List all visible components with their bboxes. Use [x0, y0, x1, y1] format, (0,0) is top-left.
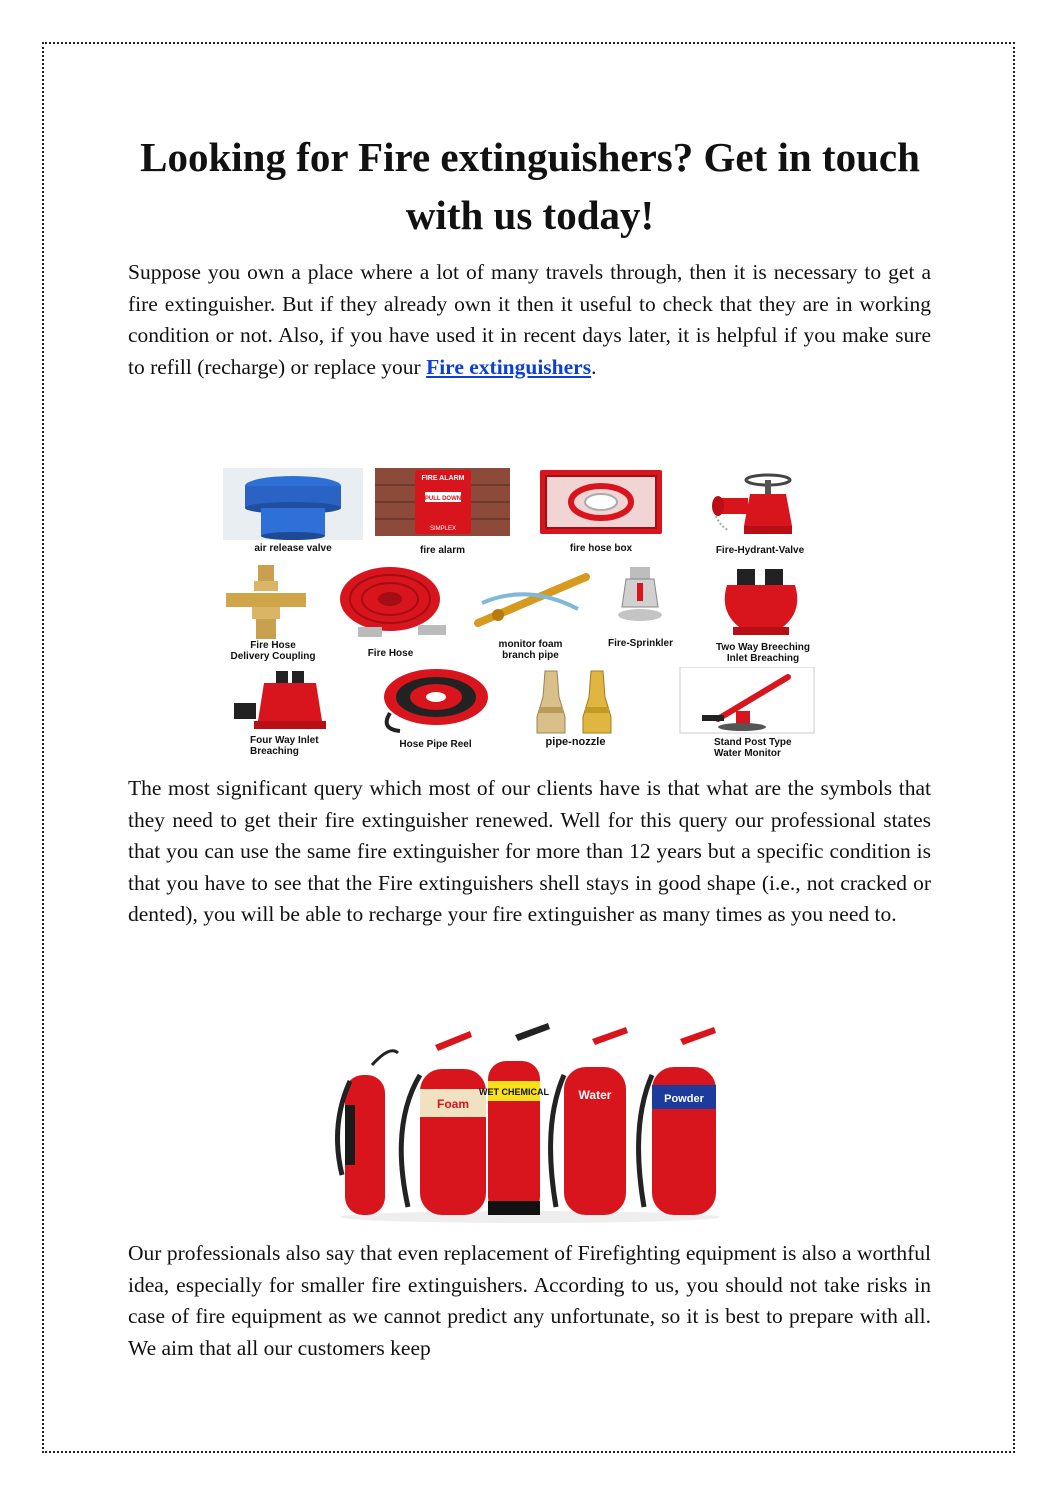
co2-extinguisher	[338, 1051, 399, 1215]
water-extinguisher	[551, 1027, 628, 1215]
fire-hose-image	[318, 563, 463, 645]
stand-post-image	[678, 667, 818, 735]
fire-alarm-pull-text: PULL DOWN	[424, 496, 462, 502]
water-label: Water	[578, 1088, 612, 1102]
fire-hose-box-label: fire hose box	[569, 543, 633, 554]
two-way-breeching-item	[703, 563, 823, 663]
fire-alarm-label: fire alarm	[419, 545, 466, 556]
foam-extinguisher	[401, 1031, 486, 1215]
fire-sprinkler-image	[598, 563, 683, 635]
extinguishers-image	[320, 1015, 740, 1225]
fire-alarm-item	[375, 468, 510, 556]
fire-hose-label: Fire Hose	[367, 648, 414, 659]
four-way-inlet-item	[228, 667, 343, 762]
pipe-nozzle-item	[523, 667, 628, 762]
fire-alarm-brand-text: SIMPLEX	[429, 526, 457, 532]
fire-sprinkler-item	[598, 563, 683, 663]
page-title: Looking for Fire extinguishers? Get in touch with us today!	[140, 134, 920, 238]
powder-extinguisher	[639, 1027, 716, 1215]
air-release-valve-item	[223, 468, 363, 553]
replacement-paragraph: Our professionals also say that even replacement of Firefighting equipment is also a worthful idea, especially for smaller fire extinguishers. According to us, you should not take risks in case of fire equipment as we cannot predict any unfortunate, so it is best to prepare with all. We aim that all our customers keep	[128, 1241, 931, 1360]
foam-label: Foam	[436, 1097, 470, 1111]
fire-hose-item	[318, 563, 463, 663]
stand-post-label: Stand Post Type Water Monitor	[714, 737, 792, 759]
monitor-foam-item	[468, 563, 593, 663]
stand-post-item	[678, 667, 818, 762]
powder-label: Powder	[664, 1093, 704, 1105]
air-release-valve-image	[223, 468, 363, 540]
air-release-valve-label: air release valve	[254, 543, 332, 554]
pipe-nozzle-label: pipe-nozzle	[545, 736, 606, 748]
fire-extinguishers-link[interactable]: Fire extinguishers	[426, 354, 592, 379]
intro-end: .	[591, 354, 597, 379]
hose-pipe-reel-label: Hose Pipe Reel	[399, 739, 472, 750]
intro-text: Suppose you own a place where a lot of many travels through, then it is necessary to get a fire extinguisher. But if they already own it then it useful to check that they are in working condition or not. Also, if you have used it in recent days later, it is helpful if you make sure to refill (recharge) or replace your	[128, 260, 931, 379]
wet-chemical-extinguisher	[479, 1023, 550, 1215]
fire-hydrant-valve-item	[700, 468, 820, 556]
wet-chemical-label: WET CHEMICAL	[479, 1087, 549, 1097]
intro-paragraph	[128, 257, 931, 383]
fire-hose-box-image	[536, 468, 666, 536]
fire-alarm-sign-text: FIRE ALARM	[421, 475, 465, 482]
two-way-breeching-image	[703, 563, 823, 639]
fire-hose-box-item	[536, 468, 666, 553]
monitor-foam-image	[468, 563, 593, 639]
pipe-nozzle-image	[523, 667, 628, 737]
fire-hydrant-valve-image	[700, 468, 820, 538]
four-way-inlet-label: Four Way Inlet Breaching	[250, 735, 319, 757]
extinguishers-svg	[320, 1015, 740, 1225]
fire-alarm-image	[375, 468, 510, 536]
fire-sprinkler-label: Fire-Sprinkler	[607, 638, 674, 649]
query-paragraph: The most significant query which most of our clients have is that what are the symbols that they need to get their fire extinguisher renewed. Well for this query our professional states that you can use the same fire extinguisher for more than 12 years but a specific condition is that you have to see that the Fire extinguishers shell stays in good shape (i.e., not cracked or dented), you will be able to recharge your fire extinguisher as many times as you need to.	[128, 776, 931, 926]
hose-pipe-reel-item	[368, 667, 503, 762]
fire-hose-coupling-image	[218, 563, 328, 641]
two-way-breeching-label: Two Way Breeching Inlet Breaching	[716, 642, 810, 664]
monitor-foam-label: monitor foam branch pipe	[498, 639, 563, 661]
equipment-collage	[218, 465, 838, 760]
fire-hose-coupling-item	[218, 563, 328, 663]
four-way-inlet-image	[228, 667, 343, 735]
hose-pipe-reel-image	[368, 667, 503, 737]
fire-hydrant-valve-label: Fire-Hydrant-Valve	[715, 545, 805, 556]
fire-hose-coupling-label: Fire Hose Delivery Coupling	[230, 640, 316, 662]
